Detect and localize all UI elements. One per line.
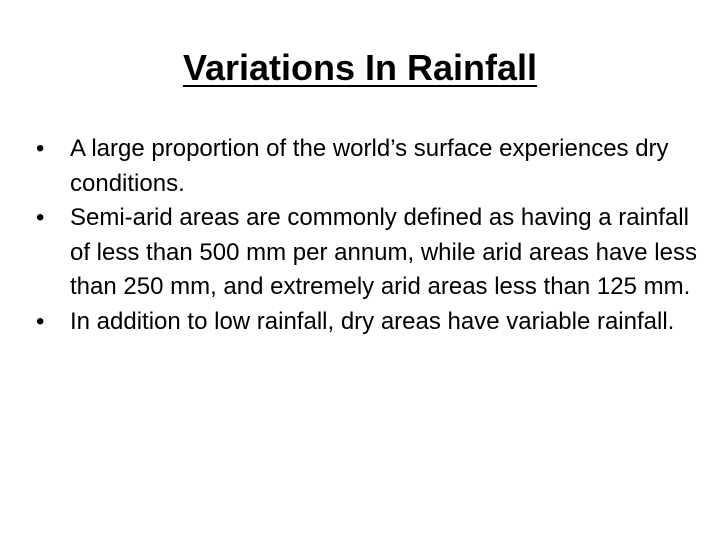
- bullet-marker: •: [36, 307, 45, 335]
- bullet-text: In addition to low rainfall, dry areas have variable rainfall.: [70, 307, 675, 335]
- bullet-text: A large proportion of the world’s surface experiences dry conditions.: [70, 135, 669, 197]
- bullet-item: [36, 305, 710, 340]
- slide-title: Variations In Rainfall: [182, 47, 538, 88]
- bullet-list: [36, 132, 710, 339]
- bullet-item: [36, 201, 710, 305]
- bullet-text: Semi-arid areas are commonly defined as having a rainfall of less than 500 mm per annum, while arid areas have less than 250 mm, and extremely arid areas less than 125 mm.: [70, 204, 697, 300]
- bullet-item: [36, 132, 710, 201]
- bullet-marker: •: [36, 204, 45, 231]
- bullet-marker: •: [36, 135, 45, 162]
